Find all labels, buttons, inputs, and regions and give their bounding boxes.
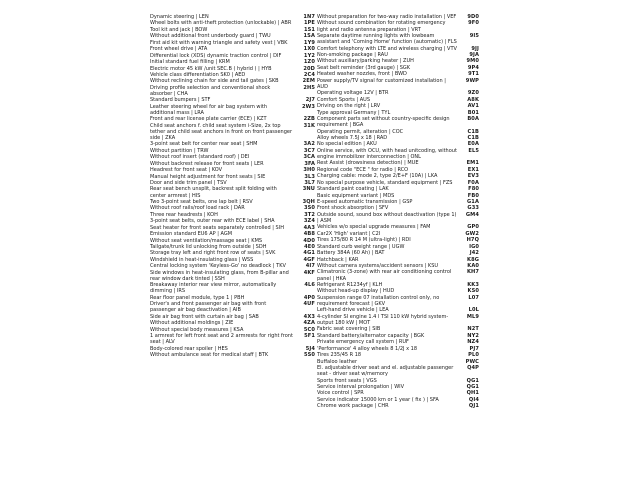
equipment-description: Refrigerant R1234yf | KLH (317, 281, 383, 288)
equipment-entry (317, 250, 479, 256)
equipment-description: Front shock absorption | SFV (317, 205, 389, 212)
equipment-code: 2C4 (303, 71, 315, 78)
equipment-entry (150, 167, 315, 173)
equipment-code: NZ4 (467, 339, 479, 346)
equipment-entry (317, 352, 479, 358)
equipment-code: C1B (467, 128, 479, 135)
equipment-description: Vehicle class differentiation SK0 | AED (150, 71, 246, 78)
equipment-description: Windshield in heat-insulating glass | WSS (150, 256, 254, 263)
equipment-entry (317, 90, 479, 96)
equipment-code: 2W3 (301, 103, 315, 110)
equipment-entry (317, 46, 479, 52)
equipment-description: Tool kit and jack | BOW (150, 26, 208, 33)
equipment-description: Front wheel drive | ATA (150, 46, 208, 53)
equipment-code: PL0 (468, 352, 479, 359)
equipment-entry (317, 397, 479, 403)
equipment-entry (317, 390, 479, 396)
equipment-code: 1S1 (303, 26, 315, 33)
equipment-entry (150, 231, 315, 237)
equipment-entry (317, 78, 479, 90)
equipment-description: Power supply/TV signal for customized installation | AUD (317, 77, 446, 90)
equipment-code: 9JA (469, 51, 479, 58)
equipment-code: 1PE (303, 20, 315, 27)
equipment-description: 1 armrest for left front seat and 2 armrests for right front seat | ALV (150, 333, 293, 346)
equipment-code: 3NU (302, 186, 315, 193)
equipment-entry (317, 173, 479, 179)
equipment-code: 1Z0 (303, 59, 315, 66)
equipment-entry (150, 238, 315, 244)
equipment-code: 9D0 (467, 14, 479, 20)
equipment-description: Without camera systems/accident sensors | KSU (317, 263, 439, 269)
equipment-description: Driver's and front passenger air bag with front passenger air bag deactivation | AIB (150, 301, 267, 314)
equipment-description: Comfort Sports | AUS (317, 96, 370, 103)
equipment-code: 3H0 (303, 167, 315, 174)
equipment-entry (150, 27, 315, 33)
equipment-entry (317, 288, 479, 294)
equipment-entry (317, 295, 479, 307)
equipment-entry (150, 314, 315, 320)
equipment-description: Seat belt reminder (3rd gauge) | SGK (317, 64, 411, 71)
equipment-code: 9JJ (471, 45, 479, 52)
equipment-description: Buffaloo leather (317, 358, 357, 365)
equipment-description: Service interval prolongation | WIV (317, 383, 405, 390)
equipment-entry (150, 346, 315, 352)
equipment-code: FB0 (467, 192, 479, 199)
equipment-code: G33 (467, 205, 479, 212)
equipment-code: 9WP (465, 77, 479, 84)
equipment-description: Wheel bolts with anti-theft protection (unlockable) | ABR (150, 20, 292, 27)
equipment-description: Without ambulance seat for medical staff | BTK (150, 352, 269, 359)
equipment-description: Voice control | SPR (317, 390, 364, 397)
equipment-entry (317, 167, 479, 173)
equipment-description: Vehicles w/o special upgrade measures | FAM (317, 224, 431, 231)
equipment-description: Hatchback | KAR (317, 256, 359, 263)
equipment-description: Headrest for front seat | KOV (150, 167, 223, 174)
equipment-code: 3CA (303, 154, 315, 161)
equipment-code: 4E0 (304, 244, 315, 251)
equipment-entry (150, 301, 315, 313)
equipment-entry (317, 231, 479, 237)
equipment-entry (150, 180, 315, 186)
equipment-description: No special purpose vehicle, standard equipment | FZS (317, 179, 453, 186)
equipment-code: 3Z4 (303, 218, 315, 225)
equipment-description: Operating voltage 12V | BTR (317, 90, 389, 97)
equipment-entry (317, 224, 479, 230)
equipment-code: QI4 (468, 396, 479, 403)
equipment-code: 3C7 (303, 147, 315, 154)
equipment-code: EL5 (468, 147, 479, 154)
equipment-code: E0A (467, 141, 479, 148)
equipment-entry (317, 346, 479, 352)
equipment-description: Dynamic steering | LEN (150, 14, 209, 20)
equipment-code: 31K (303, 122, 315, 129)
equipment-description: Separate daytime running lights with lowbeam assistant and 'Coming Home' function (automatic) | FLS (317, 32, 457, 46)
equipment-description: Driving profile selection and conventional shock absorber | CHA (150, 84, 271, 97)
equipment-description: Without additional moldings | ZIE (150, 320, 234, 327)
equipment-entry (150, 20, 315, 26)
equipment-entry (150, 352, 315, 358)
equipment-description: Differential lock (XDS) dynamic traction control | DIF (150, 52, 282, 59)
equipment-code: F0A (467, 179, 479, 186)
equipment-description: Emission standard EU6 AP | AGM (150, 231, 233, 238)
equipment-code: 2J7 (305, 97, 315, 104)
equipment-entry (317, 71, 479, 77)
equipment-code: 4L6 (304, 282, 315, 289)
equipment-entry (150, 282, 315, 294)
equipment-description: Without head-up display | HUD (317, 288, 395, 295)
equipment-entry (317, 135, 479, 141)
equipment-code: QJ1 (468, 403, 479, 410)
equipment-code: KK3 (467, 281, 479, 288)
equipment-code: 9F0 (468, 20, 479, 27)
equipment-code: 20D (303, 65, 315, 72)
equipment-code: 4G1 (303, 250, 315, 257)
equipment-description: No special edition | AKU (317, 141, 377, 148)
equipment-entry (150, 97, 315, 103)
equipment-description: Operating permit, alteration | COC (317, 128, 404, 135)
equipment-description: Without seat ventilation/massage seat | KMS (150, 237, 263, 244)
equipment-description: Service indicator 15000 km or 1 year ( fix ) | SFA (317, 396, 439, 403)
equipment-code: H7Q (466, 237, 479, 244)
equipment-code: K8G (467, 256, 479, 263)
equipment-description: Initial standard fuel filling | KRM (150, 59, 230, 66)
equipment-entry (317, 129, 479, 135)
equipment-entry (150, 116, 315, 122)
equipment-entry (150, 14, 315, 20)
equipment-code: EX1 (467, 166, 479, 173)
equipment-entry (317, 97, 479, 103)
equipment-description: Leather steering wheel for air bag system with additional mass | LRA (150, 103, 268, 116)
equipment-description: 'Performance' 4 alloy wheels 8 1/2J x 18 (317, 345, 418, 352)
equipment-code: 1X0 (303, 46, 315, 53)
equipment-entry (317, 14, 479, 20)
equipment-entry (150, 218, 315, 224)
equipment-code: 4D0 (303, 237, 315, 244)
equipment-description: Electric motor 45 kW /unit SEC.B ( hybrid ) | HYB (150, 65, 272, 72)
equipment-code: B0A (467, 115, 479, 122)
equipment-description: Front and rear license plate carrier (ECE) | KZT (150, 116, 267, 123)
equipment-code: 2EM (302, 78, 315, 85)
equipment-entry (150, 295, 315, 301)
equipment-entry (317, 365, 479, 377)
equipment-description: Component parts set without country-specific design requirement | BGA (317, 115, 450, 129)
equipment-description: Private emergency call system | RUF (317, 339, 409, 346)
equipment-description: Three rear headrests | KOH (150, 211, 218, 218)
equipment-description: Tires 235/45 R 18 (317, 352, 362, 359)
equipment-list-right (317, 14, 479, 410)
equipment-description: Non-smoking package | RAU (317, 51, 388, 58)
equipment-entry (150, 161, 315, 167)
equipment-entry (317, 384, 479, 390)
equipment-entry (317, 314, 479, 326)
equipment-code: 2ZB (303, 116, 315, 123)
equipment-description: Climatronic (3-zone) with rear air conditioning control panel | HKA (317, 269, 452, 282)
equipment-description: 4-cylinder SI engine 1.4 l TSI 110 kW hybrid system-output 180 kW | MOT (317, 313, 449, 326)
equipment-entry (317, 186, 479, 192)
equipment-description: Chrome work package | CHR (317, 403, 389, 410)
equipment-entry (150, 141, 315, 147)
equipment-entry (317, 257, 479, 263)
equipment-description: Outside sound, sound box without deactivation (type 1) | ASM (317, 211, 457, 224)
equipment-description: Storage tray left and right front row of seats | SVK (150, 250, 276, 257)
equipment-code: 4KF (303, 269, 315, 276)
equipment-entry (150, 40, 315, 46)
equipment-code: A8K (467, 96, 479, 103)
equipment-description: Side windows in heat-insulating glass, from B-pillar and rear window dark tinted | SSH (150, 269, 289, 282)
equipment-description: Battery 384A (60 Ah) | BAT (317, 250, 385, 257)
equipment-entry (317, 359, 479, 365)
equipment-entry (317, 33, 479, 45)
equipment-code: 3S0 (303, 205, 315, 212)
equipment-entry (317, 193, 479, 199)
equipment-code: PWC (465, 358, 479, 365)
equipment-description: 3-point seat belt for center rear seat | SHM (150, 141, 258, 148)
equipment-entry (317, 205, 479, 211)
equipment-code: 1Y9 (303, 39, 315, 46)
equipment-entry (317, 20, 479, 32)
equipment-description: Manual height adjustment for front seats | SIE (150, 173, 266, 180)
equipment-entry (150, 59, 315, 65)
equipment-entry (317, 263, 479, 269)
equipment-code: 5C0 (303, 326, 315, 333)
equipment-code: 5F1 (304, 333, 315, 340)
equipment-description: Tailgate/trunk lid unlocking from outside | SDH (150, 244, 267, 251)
equipment-description: Standard curb weight range | UGW (317, 243, 405, 250)
equipment-description: Without backrest release for front seats | LER (150, 160, 264, 167)
equipment-description: Without special body measures | KSA (150, 326, 244, 333)
equipment-description: E-speed automatic transmission | GSP (317, 198, 413, 205)
equipment-entry (150, 53, 315, 59)
equipment-code: G1A (467, 198, 479, 205)
equipment-entry (317, 244, 479, 250)
equipment-entry (317, 333, 479, 339)
equipment-entry (317, 65, 479, 71)
equipment-code: 3L7 (304, 180, 315, 186)
equipment-entry (317, 282, 479, 288)
equipment-description: First aid kit with warning triangle and safety vest | VBK (150, 39, 288, 46)
equipment-description: Two 3-point seat belts, one lap belt | RSV (150, 198, 253, 205)
equipment-code: KS0 (467, 288, 479, 295)
equipment-description: Standard battery/alternator capacity | BGK (317, 332, 425, 339)
equipment-code: 3A2 (303, 141, 315, 148)
equipment-code: 4I7 (305, 263, 315, 270)
equipment-description: Charging cable: mode 2, type 2/E+F (10A) | LKA (317, 173, 438, 180)
equipment-entry (317, 148, 479, 160)
equipment-description: Fabric seat covering | SIB (317, 326, 381, 333)
equipment-code: 5S0 (303, 352, 315, 359)
equipment-description: Standard paint coating | LAK (317, 186, 389, 193)
equipment-description: Without reclining chain for side and tail gates | SKB (150, 78, 279, 85)
equipment-code: 5J4 (305, 345, 315, 352)
equipment-entry (150, 78, 315, 84)
equipment-code: B01 (467, 109, 479, 116)
equipment-description: Left-hand drive vehicle | LEA (317, 307, 389, 314)
equipment-code: L07 (468, 294, 479, 301)
equipment-code: 3T2 (304, 211, 315, 218)
equipment-entry (150, 66, 315, 72)
equipment-code: PJ7 (469, 345, 479, 352)
equipment-description: Rear floor panel module, type 1 | PBH (150, 294, 245, 301)
equipment-description: Body-colored rear spoiler | HES (150, 345, 228, 352)
equipment-code: QH1 (466, 390, 479, 397)
equipment-description: Without partition | TRW (150, 147, 209, 154)
equipment-description: Without sound combination for rotating emergency light and radio antenna preparation | VRT (317, 20, 446, 33)
equipment-description: Regional code "ECE " for radio | RCO (317, 166, 409, 173)
equipment-entry (150, 333, 315, 345)
equipment-description: Heated washer nozzles, front | BWD (317, 71, 407, 78)
equipment-entry (317, 180, 479, 186)
equipment-description: Central locking system 'Keyless-Go' no deadlock | TKV (150, 263, 286, 270)
equipment-code: KA0 (467, 263, 479, 269)
equipment-entry (150, 270, 315, 282)
equipment-entry (150, 46, 315, 52)
equipment-entry (317, 269, 479, 281)
equipment-description: Without auxiliary/parking heater | ZUH (317, 58, 414, 65)
equipment-description: Door and side trim panel | TSV (150, 180, 227, 186)
equipment-entry (150, 199, 315, 205)
equipment-entry (150, 186, 315, 198)
equipment-entry (150, 244, 315, 250)
equipment-code: N2T (467, 326, 479, 333)
equipment-description: Without additional front underbody guard | TWU (150, 33, 271, 40)
equipment-entry (317, 116, 479, 128)
equipment-description: Without roof insert (standard roof) | DEI (150, 154, 250, 161)
equipment-description: Comfort telephony with LTE and wireless charging | VTV (317, 45, 457, 52)
equipment-code: AV1 (467, 103, 479, 110)
equipment-entry (317, 58, 479, 64)
equipment-entry (317, 160, 479, 166)
equipment-entry (317, 403, 479, 409)
equipment-code: L0L (468, 307, 479, 314)
equipment-description: Without preparation for two-way radio installation | VEF (317, 14, 457, 20)
equipment-code: 3QH (302, 198, 315, 205)
equipment-code: 9M0 (466, 58, 479, 65)
equipment-entry (317, 326, 479, 332)
equipment-code: KH7 (466, 269, 479, 276)
equipment-code: C1B (467, 134, 479, 141)
equipment-code: 4P0 (303, 294, 315, 301)
equipment-code: QG1 (466, 383, 479, 390)
equipment-entry (150, 205, 315, 211)
equipment-entry (150, 104, 315, 116)
equipment-entry (150, 85, 315, 97)
equipment-entry (150, 174, 315, 180)
equipment-code: 1Y2 (303, 52, 315, 59)
equipment-entry (317, 339, 479, 345)
equipment-code: J42 (469, 250, 479, 257)
equipment-description: Without roof rails/roof load rack | DAR (150, 205, 245, 212)
equipment-code: 4ZA (303, 320, 315, 327)
equipment-entry (150, 72, 315, 78)
equipment-description: Seat heater for front seats separately controlled | SIH (150, 224, 284, 231)
equipment-entry (317, 141, 479, 147)
equipment-code: IG0 (469, 243, 479, 250)
equipment-description: Child seat anchors f. child seat system i-Size, 2x top tether and child seat anchors in front on front passenger side | ZKA (150, 122, 293, 141)
equipment-code: 3L3 (304, 173, 315, 180)
equipment-description: El. adjustable driver seat and el. adjustable passenger seat - driver seat w/memory (317, 364, 454, 378)
equipment-code: GW2 (465, 230, 479, 237)
equipment-description: Driving on the right | LRV (317, 103, 381, 110)
equipment-code: F80 (468, 186, 479, 193)
equipment-description: Side air bag front with curtain air bag | SAB (150, 313, 259, 320)
equipment-code: 3FA (304, 160, 315, 167)
equipment-code: QG1 (466, 377, 479, 384)
equipment-entry (317, 110, 479, 116)
equipment-code: 9Z0 (467, 90, 479, 97)
equipment-code: 9T1 (468, 71, 479, 78)
equipment-entry (150, 320, 315, 326)
equipment-code: NY2 (467, 332, 479, 339)
equipment-code: GP0 (467, 224, 479, 231)
equipment-code: 9P4 (467, 64, 479, 71)
equipment-code: 4GF (303, 256, 315, 263)
equipment-code: 4UF (303, 301, 315, 308)
equipment-code: EM1 (466, 160, 479, 167)
equipment-description: Suspension range 07 installation control only, no requirement forecast | GKV (317, 294, 440, 307)
equipment-code: 4B8 (303, 231, 315, 238)
equipment-entry (150, 123, 315, 141)
equipment-list-left (150, 14, 315, 359)
equipment-description: Tires 175/80 R 14 M (ultra-light) | RDI (317, 237, 411, 244)
equipment-entry (150, 33, 315, 39)
equipment-entry (317, 199, 479, 205)
equipment-entry (317, 378, 479, 384)
equipment-description: Alloy wheels 7.5J x 18 | RAD (317, 134, 388, 141)
equipment-description: Rear seat bench unsplit, backrest split folding with center armrest | HIS (150, 186, 277, 199)
equipment-description: 3-point seat belts, outer rear with ECE label | SHA (150, 218, 275, 225)
equipment-description: Sports front seats | VGS (317, 377, 377, 384)
equipment-entry (317, 237, 479, 243)
equipment-description: Breakaway interior rear view mirror, automatically dimming | IRS (150, 282, 277, 295)
equipment-description: Rest Assist (drowsiness detection) | MUE (317, 160, 419, 167)
equipment-entry (150, 257, 315, 263)
equipment-code: 9I5 (469, 32, 479, 39)
equipment-code: EV3 (467, 173, 479, 180)
equipment-entry (150, 327, 315, 333)
equipment-code: GM4 (465, 211, 479, 218)
equipment-description: Basic equipment variant | MDS (317, 192, 395, 199)
equipment-entry (317, 212, 479, 224)
equipment-entry (150, 154, 315, 160)
equipment-code: 4A3 (303, 224, 315, 231)
equipment-code: Q4P (467, 364, 479, 371)
equipment-entry (150, 263, 315, 269)
equipment-entry (150, 148, 315, 154)
equipment-entry (150, 225, 315, 231)
equipment-entry (317, 52, 479, 58)
equipment-code: 2H5 (303, 84, 315, 91)
equipment-entry (317, 103, 479, 109)
equipment-code: ML9 (466, 313, 479, 320)
equipment-description: Online service, with OCU, with head unitcoding, without engine immobilizer interconnection | ONL (317, 147, 457, 160)
equipment-description: Standard bumpers | STF (150, 97, 211, 104)
equipment-description: Car2X 'High' variant | C2I (317, 230, 381, 237)
equipment-code: 1SA (303, 33, 315, 40)
equipment-description: Type approval Germany | TYL (317, 109, 391, 116)
equipment-entry (150, 212, 315, 218)
equipment-entry (317, 307, 479, 313)
equipment-entry (150, 250, 315, 256)
equipment-code: 4X3 (303, 313, 315, 320)
equipment-code: 1N7 (303, 14, 315, 20)
